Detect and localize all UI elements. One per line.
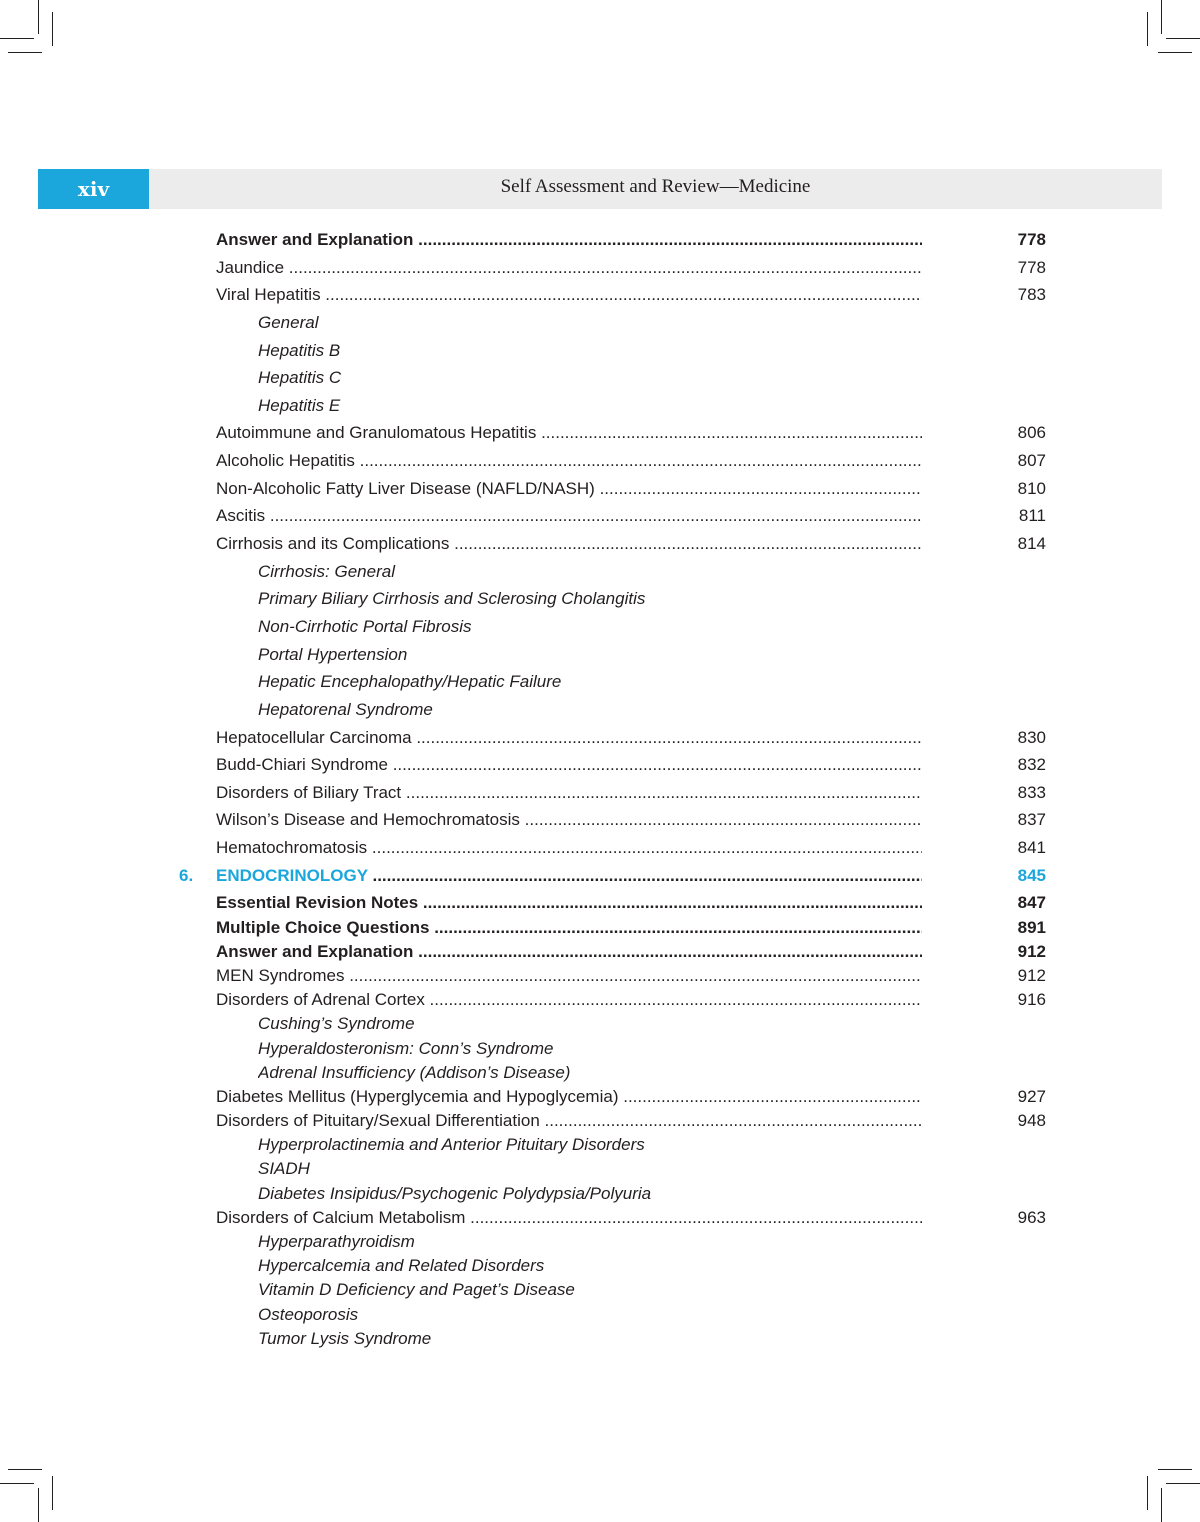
crop-mark [0,38,34,39]
toc-entry-page: 832 [1017,755,1046,775]
crop-mark [52,12,53,46]
toc-entry-title: Alcoholic Hepatitis ..... [216,451,922,471]
toc-entry-page: 806 [1017,423,1046,443]
toc-subentry [0,696,1200,724]
toc-entry-title: Portal Hypertension [258,644,408,664]
toc-subentry [0,1301,1200,1325]
toc-entry [0,530,1200,558]
toc-entry-title: Disorders of Pituitary/Sexual Differentiation ..... [216,1111,922,1131]
toc-entry [0,1107,1200,1131]
toc-entry-title: Hepatocellular Carcinoma ..... [216,728,922,748]
toc-entry-title: Ascitis ..... [216,506,922,526]
crop-mark [0,1483,34,1484]
crop-mark [52,1476,53,1510]
crop-mark [1166,38,1200,39]
toc-entry-title: Answer and Explanation ..... [216,230,922,250]
toc-entry-page: 783 [1017,285,1046,305]
toc-entry-page: 963 [1017,1207,1046,1227]
toc-subentry [0,1276,1200,1300]
toc-entry [0,419,1200,447]
toc-subentry [0,392,1200,420]
toc-entry-page: 912 [1017,941,1046,961]
toc-entry [0,751,1200,779]
toc-subentry [0,1228,1200,1252]
toc-entry [0,475,1200,503]
toc-entry-title: SIADH [258,1159,310,1179]
toc-subentry [0,641,1200,669]
toc-entry-title: Hepatitis E [258,395,341,415]
toc-entry-page: 830 [1017,727,1046,747]
toc-entry [0,1204,1200,1228]
toc-subentry [0,1035,1200,1059]
toc-entry [0,724,1200,752]
toc-entry-title: Hypercalcemia and Related Disorders [258,1256,545,1276]
running-title: Self Assessment and Review—Medicine [500,176,811,197]
table-of-contents [0,226,1200,1349]
crop-mark [1166,1483,1200,1484]
crop-mark [38,0,39,34]
toc-entry-page: 891 [1017,917,1046,937]
running-header [38,169,1162,209]
toc-entry-page: 807 [1017,451,1046,471]
toc-subentry [0,1155,1200,1179]
toc-subentry [0,585,1200,613]
toc-subentry [0,668,1200,696]
toc-entry-page: 778 [1017,257,1046,277]
toc-entry-title: Hepatitis B [258,340,341,360]
crop-mark [8,52,42,53]
toc-entry-page: 948 [1017,1111,1046,1131]
toc-entry-title: Viral Hepatitis ..... [216,285,922,305]
crop-mark [8,1469,42,1470]
toc-entry [0,986,1200,1010]
toc-entry-title: Hyperparathyroidism [258,1232,415,1251]
toc-subentry [0,1252,1200,1276]
toc-entry-title: Diabetes Mellitus (Hyperglycemia and Hypoglycemia) ..... [216,1087,922,1107]
toc-entry-page: 916 [1017,990,1046,1010]
toc-entry-title: Autoimmune and Granulomatous Hepatitis ..... [216,423,922,443]
toc-entry-page: 814 [1017,534,1046,554]
toc-entry-page: 845 [1017,865,1046,885]
toc-entry [0,962,1200,986]
toc-entry-title: Non-Alcoholic Fatty Liver Disease (NAFLD/NASH) ..... [216,479,922,499]
toc-entry-title: Hematochromatosis ..... [216,838,922,858]
toc-entry-title: General [258,312,319,332]
toc-entry-title: Osteoporosis [258,1304,359,1324]
toc-entry-title: Cirrhosis and its Complications ..... [216,534,922,554]
toc-entry-title: Disorders of Calcium Metabolism ..... [216,1208,922,1228]
toc-entry-title: Tumor Lysis Syndrome [258,1328,432,1348]
crop-mark [1158,52,1192,53]
toc-entry-title: Vitamin D Deficiency and Paget’s Disease [258,1280,575,1300]
toc-subentry [0,1010,1200,1034]
toc-entry-page: 847 [1017,893,1046,913]
toc-entry [0,1083,1200,1107]
crop-mark [1147,1476,1148,1510]
toc-entry [0,889,1200,913]
crop-mark [1161,1488,1162,1522]
toc-entry-title: Budd-Chiari Syndrome ..... [216,755,922,775]
toc-entry [0,447,1200,475]
toc-entry-title: Wilson’s Disease and Hemochromatosis ..... [216,810,922,830]
toc-entry-page: 833 [1017,782,1046,802]
toc-entry-page: 927 [1017,1086,1046,1106]
toc-subentry [0,1325,1200,1349]
page-number: xiv [38,169,149,209]
toc-entry-title: Diabetes Insipidus/Psychogenic Polydypsia/Polyuria [258,1183,652,1203]
toc-entry-title: Disorders of Biliary Tract ..... [216,783,922,803]
toc-entry-title: Cirrhosis: General [258,561,395,581]
toc-subentry [0,309,1200,337]
crop-mark [38,1488,39,1522]
toc-entry-title: Disorders of Adrenal Cortex ..... [216,990,922,1010]
toc-entry-title: Hyperprolactinemia and Anterior Pituitary Disorders [258,1135,645,1155]
toc-chapter [0,862,1200,890]
toc-entry-title: Primary Biliary Cirrhosis and Sclerosing Cholangitis [258,589,646,609]
toc-subentry [0,1059,1200,1083]
toc-entry [0,806,1200,834]
crop-mark [1147,12,1148,46]
toc-entry [0,254,1200,282]
toc-subentry [0,337,1200,365]
crop-mark [1161,0,1162,34]
toc-subentry [0,613,1200,641]
toc-entry [0,502,1200,530]
toc-subentry [0,364,1200,392]
toc-entry-title: Hyperaldosteronism: Conn’s Syndrome [258,1038,554,1058]
toc-entry-page: 811 [1018,506,1046,526]
toc-entry-title: Answer and Explanation ..... [216,942,922,962]
toc-entry-title: Hepatitis C [258,368,342,388]
toc-entry-page: 810 [1017,478,1046,498]
toc-entry [0,914,1200,938]
toc-entry [0,281,1200,309]
toc-entry-title: Hepatic Encephalopathy/Hepatic Failure [258,672,562,692]
crop-mark [1158,1469,1192,1470]
toc-entry [0,779,1200,807]
toc-subentry [0,558,1200,586]
toc-entry-title: Non-Cirrhotic Portal Fibrosis [258,616,472,636]
toc-entry-title: Hepatorenal Syndrome [258,699,433,719]
toc-entry-page: 841 [1017,838,1046,858]
toc-entry-title: ENDOCRINOLOGY ..... [216,866,922,886]
toc-entry-title: Jaundice ..... [216,258,922,278]
toc-entry-page: 778 [1017,230,1046,249]
toc-entry [0,834,1200,862]
toc-entry-title: Multiple Choice Questions ..... [216,918,922,938]
toc-entry-title: Cushing’s Syndrome [258,1014,415,1034]
toc-entry-page: 912 [1017,965,1046,985]
toc-entry-title: Essential Revision Notes ..... [216,893,922,913]
toc-subentry [0,1131,1200,1155]
toc-entry-title: MEN Syndromes ..... [216,966,922,986]
toc-entry [0,938,1200,962]
toc-entry [0,226,1200,254]
toc-subentry [0,1180,1200,1204]
toc-entry-page: 837 [1017,810,1046,830]
chapter-number: 6. [179,865,194,885]
toc-entry-title: Adrenal Insufficiency (Addison’s Disease) [258,1062,571,1082]
